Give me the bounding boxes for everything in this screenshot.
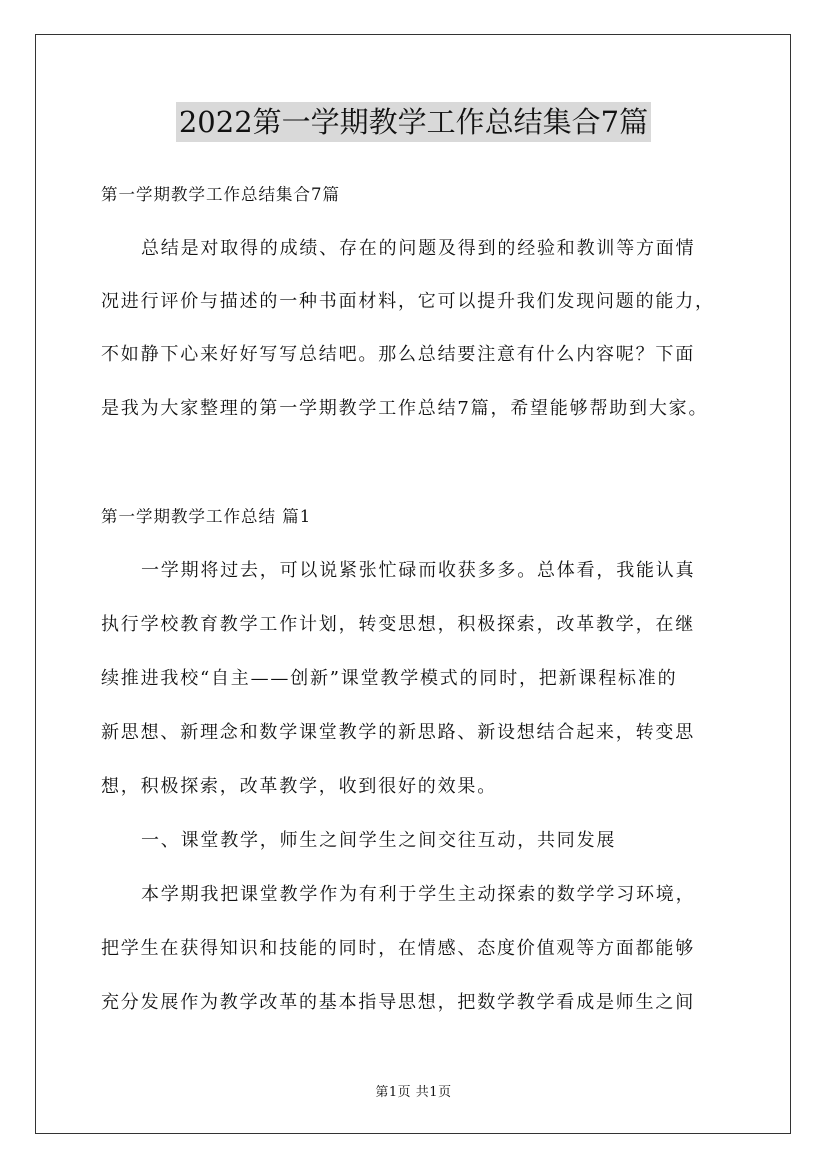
- document-title: 2022第一学期教学工作总结集合7篇: [176, 102, 651, 142]
- section1-para1-line-1: 一学期将过去，可以说紧张忙碌而收获多多。总体看，我能认真: [141, 560, 696, 581]
- subheading-1: 一、课堂教学，师生之间学生之间交往互动，共同发展: [141, 830, 617, 851]
- intro-line-4: 是我为大家整理的第一学期教学工作总结7篇，希望能够帮助到大家。: [101, 398, 709, 419]
- section1-heading: 第一学期教学工作总结 篇1: [101, 507, 312, 526]
- section1-para1-line-3: 续推进我校“自主——创新”课堂教学模式的同时，把新课程标准的: [101, 668, 678, 689]
- section1-para2-line-3: 充分发展作为教学改革的基本指导思想，把数学教学看成是师生之间: [101, 992, 695, 1013]
- section1-para1-line-4: 新思想、新理念和数学课堂教学的新思路、新设想结合起来，转变思: [101, 722, 695, 743]
- section1-para1-line-2: 执行学校教育教学工作计划，转变思想，积极探索，改革教学，在继: [101, 614, 695, 635]
- section1-para2-line-1: 本学期我把课堂教学作为有利于学生主动探索的数学学习环境，: [141, 884, 696, 905]
- document-subtitle: 第一学期教学工作总结集合7篇: [101, 185, 340, 204]
- intro-line-3: 不如静下心来好好写写总结吧。那么总结要注意有什么内容呢？下面: [101, 344, 695, 365]
- intro-line-2: 况进行评价与描述的一种书面材料，它可以提升我们发现问题的能力，: [101, 291, 715, 312]
- section1-para2-line-2: 把学生在获得知识和技能的同时，在情感、态度价值观等方面都能够: [101, 938, 695, 959]
- title-wrap: [0, 102, 827, 142]
- section1-para1-line-5: 想，积极探索，改革教学，收到很好的效果。: [101, 776, 497, 797]
- intro-line-1: 总结是对取得的成绩、存在的问题及得到的经验和教训等方面情: [141, 238, 696, 259]
- page-footer: 第1页 共1页: [375, 1085, 452, 1100]
